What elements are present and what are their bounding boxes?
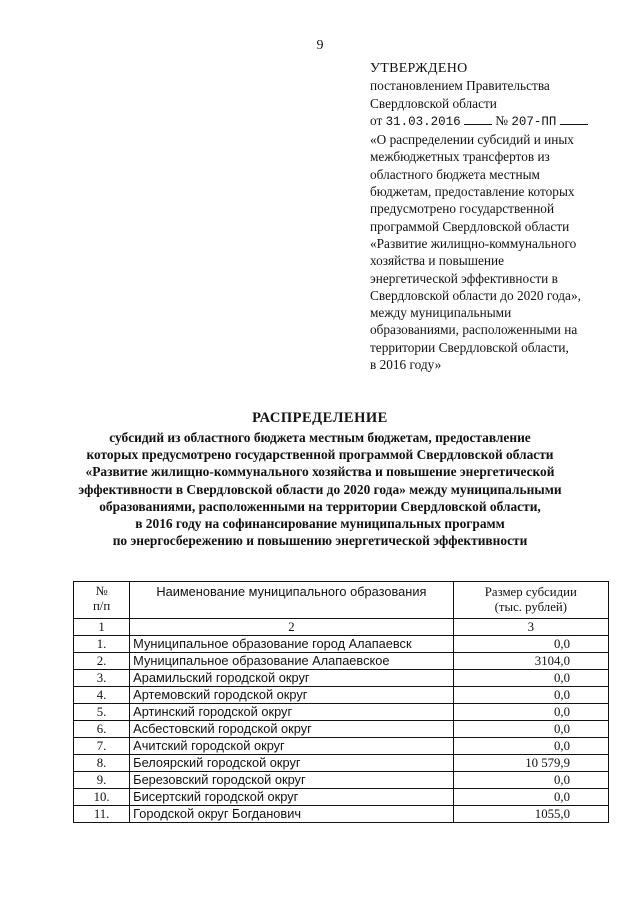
row-number: 11. xyxy=(74,806,130,823)
municipality-name: Муниципальное образование город Алапаевск xyxy=(130,636,453,653)
number-prefix: № xyxy=(495,112,508,128)
approval-date-number-line xyxy=(370,112,620,131)
row-number: 3. xyxy=(74,670,130,687)
row-number: 10. xyxy=(74,789,130,806)
date-underline xyxy=(464,113,492,125)
header-name: Наименование муниципального образования xyxy=(130,582,453,619)
approval-text-line: «Развитие жилищно-коммунального xyxy=(370,235,577,251)
municipality-name: Городской округ Богданович xyxy=(130,806,453,823)
subsidy-amount: 0,0 xyxy=(453,721,608,738)
municipality-name: Ачитский городской округ xyxy=(130,738,453,755)
page-number: 9 xyxy=(316,38,324,53)
approval-date: 31.03.2016 xyxy=(385,114,461,129)
approval-text xyxy=(370,131,620,373)
subsidy-amount: 0,0 xyxy=(453,704,608,721)
header-amount-line-1: Размер субсидии xyxy=(484,585,577,599)
approval-line-1: постановлением Правительства xyxy=(370,78,550,94)
table-row xyxy=(74,704,609,721)
header-num-line-2: п/п xyxy=(92,599,111,613)
row-number: 7. xyxy=(74,738,130,755)
table-row xyxy=(74,789,609,806)
header-amount-line-2: (тыс. рублей) xyxy=(494,600,567,614)
row-number: 4. xyxy=(74,687,130,704)
document-subtitle xyxy=(0,429,640,549)
approval-text-line: хозяйства и повышение xyxy=(370,253,505,269)
municipality-name: Белоярский городской округ xyxy=(130,755,453,772)
approval-text-line: Свердловской области до 2020 года», xyxy=(370,287,581,303)
approval-text-line: «О распределении субсидий и иных xyxy=(370,132,574,148)
table-row xyxy=(74,806,609,823)
table-row xyxy=(74,738,609,755)
row-number: 8. xyxy=(74,755,130,772)
municipality-name: Муниципальное образование Алапаевское xyxy=(130,653,453,670)
table-row xyxy=(74,687,609,704)
heading-line: по энергосбережению и повышению энергетической эффективности xyxy=(112,533,528,549)
municipality-name: Артинский городской округ xyxy=(130,704,453,721)
approval-line-2: Свердловской области xyxy=(370,95,497,111)
column-number: 3 xyxy=(453,619,608,636)
subsidy-amount: 0,0 xyxy=(453,772,608,789)
distribution-table xyxy=(73,581,609,823)
table-row xyxy=(74,670,609,687)
approval-number: 207-ПП xyxy=(511,114,557,129)
approval-text-line: территории Свердловской области, xyxy=(370,339,569,355)
column-number-row xyxy=(74,619,609,636)
subsidy-amount: 0,0 xyxy=(453,670,608,687)
header-amount xyxy=(453,582,608,619)
municipality-name: Арамильский городской округ xyxy=(130,670,453,687)
table-row xyxy=(74,772,609,789)
row-number: 9. xyxy=(74,772,130,789)
table-header-row xyxy=(74,582,609,619)
approval-text-line: предусмотрено государственной xyxy=(370,201,555,217)
subsidy-amount: 1055,0 xyxy=(453,806,608,823)
document-title: РАСПРЕДЕЛЕНИЕ xyxy=(252,410,388,426)
approval-text-line: энергетической эффективности в xyxy=(370,270,558,286)
approved-label: УТВЕРЖДЕНО xyxy=(370,61,468,76)
approval-block xyxy=(370,60,620,373)
municipality-name: Бисертский городской округ xyxy=(130,789,453,806)
approval-text-line: в 2016 году» xyxy=(370,357,442,373)
table-row xyxy=(74,721,609,738)
subsidy-amount: 3104,0 xyxy=(453,653,608,670)
table-row xyxy=(74,636,609,653)
heading-line: которых предусмотрено государственной программой Свердловской области xyxy=(86,447,554,463)
row-number: 2. xyxy=(74,653,130,670)
table-body xyxy=(74,636,609,823)
municipality-name: Асбестовский городской округ xyxy=(130,721,453,738)
number-underline xyxy=(560,113,588,125)
subsidy-amount: 0,0 xyxy=(453,789,608,806)
municipality-name: Артемовский городской округ xyxy=(130,687,453,704)
column-number: 2 xyxy=(130,619,453,636)
municipality-name: Березовский городской округ xyxy=(130,772,453,789)
approval-text-line: образованиями, расположенными на xyxy=(370,322,578,338)
header-num xyxy=(74,582,130,619)
subsidy-amount: 0,0 xyxy=(453,738,608,755)
date-prefix: от xyxy=(370,112,383,128)
subsidy-amount: 10 579,9 xyxy=(453,755,608,772)
row-number: 1. xyxy=(74,636,130,653)
document-heading xyxy=(0,410,640,549)
table-row xyxy=(74,653,609,670)
heading-line: субсидий из областного бюджета местным бюджетам, предоставление xyxy=(109,430,531,445)
approval-text-line: областного бюджета местным xyxy=(370,166,540,182)
heading-line: эффективности в Свердловской области до 2020 года» между муниципальными xyxy=(78,481,562,497)
approval-text-line: программой Свердловской области xyxy=(370,218,570,234)
header-num-line-1: № xyxy=(95,584,108,598)
row-number: 5. xyxy=(74,704,130,721)
heading-line: в 2016 году на софинансирование муниципальных программ xyxy=(135,516,505,532)
heading-line: «Развитие жилищно-коммунального хозяйства и повышение энергетической xyxy=(85,464,555,480)
row-number: 6. xyxy=(74,721,130,738)
approval-text-line: межбюджетных трансфертов из xyxy=(370,149,550,165)
subsidy-amount: 0,0 xyxy=(453,687,608,704)
subsidy-amount: 0,0 xyxy=(453,636,608,653)
column-number: 1 xyxy=(74,619,130,636)
table-row xyxy=(74,755,609,772)
approval-text-line: между муниципальными xyxy=(370,305,512,321)
heading-line: образованиями, расположенными на территории Свердловской области, xyxy=(99,498,541,514)
approval-text-line: бюджетам, предоставление которых xyxy=(370,184,575,200)
